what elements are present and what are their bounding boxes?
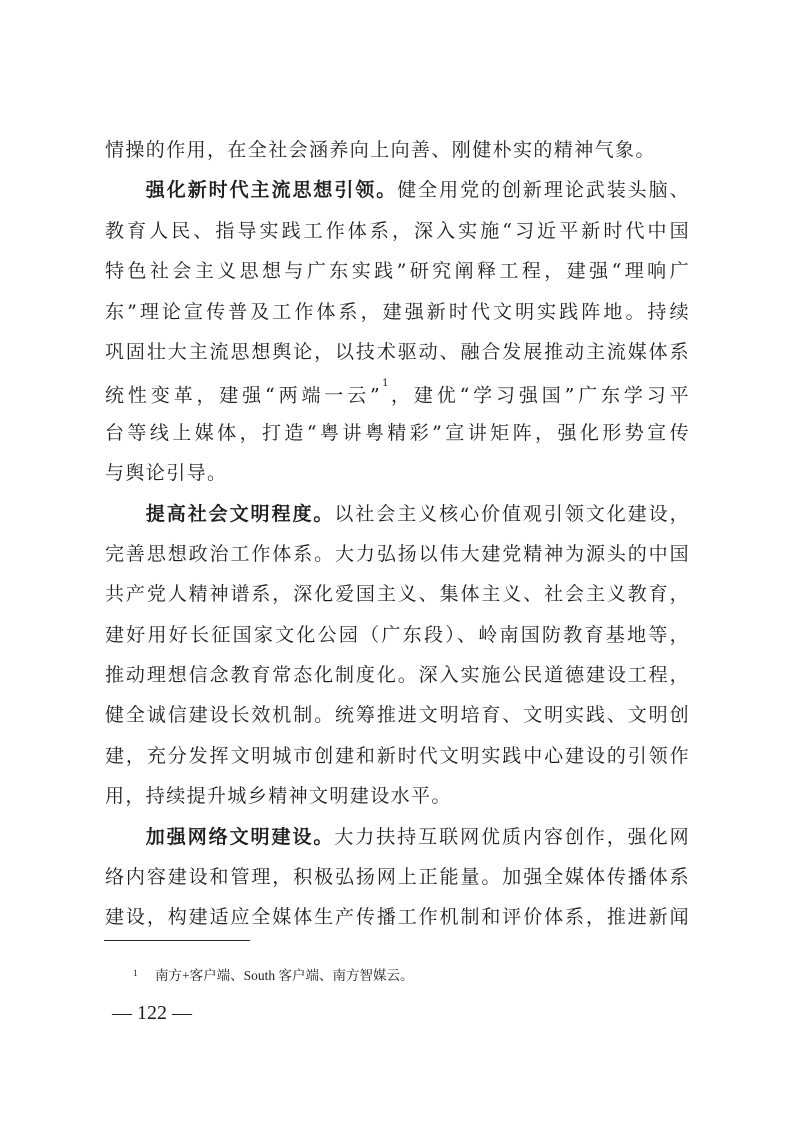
paragraph-heading: 提高社会文明程度。 [145,502,335,525]
text-span: ，建优“学习强国”广东学习平 [388,384,690,407]
text-line: 建设，构建适应全媒体生产传播工作机制和评价体系，推进新闻 [105,906,690,929]
paragraph [105,494,690,817]
page-number: — 122 — [112,1002,192,1024]
body-text [105,130,690,938]
footnote-reference[interactable]: 1 [382,378,389,390]
text-line: 特色社会主义思想与广东实践”研究阐释工程，建强“理响广 [105,260,690,283]
text-line: 推动理想信念教育常态化制度化。深入实施公民道德建设工程， [105,664,690,687]
text-line [105,494,690,534]
text-line: 建，充分发挥文明城市创建和新时代文明实践中心建设的引领作 [105,744,690,767]
text-line: 与舆论引导。 [105,462,228,485]
text-line: 建好用好长征国家文化公园（广东段）、岭南国防教育基地等， [105,623,690,646]
text-line: 健全诚信建设长效机制。统筹推进文明培育、文明实践、文明创 [105,704,690,727]
paragraph [105,170,690,493]
text-line: 完善思想政治工作体系。大力弘扬以伟大建党精神为源头的中国 [105,542,690,565]
text-line: 情操的作用，在全社会涵养向上向善、刚健朴实的精神气象。 [105,139,656,161]
footnote-separator [104,940,250,941]
paragraph [105,130,690,170]
text-line: 络内容建设和管理，积极弘扬网上正能量。加强全媒体传播体系 [105,866,690,889]
text-line: 东”理论宣传普及工作体系，建强新时代文明实践阵地。持续 [105,300,690,323]
text-line: 共产党人精神谱系，深化爱国主义、集体主义、社会主义教育， [105,583,690,606]
text-line: 巩固壮大主流思想舆论，以技术驱动、融合发展推动主流媒体系 [105,340,690,363]
text-line [105,170,690,210]
text-line: 台等线上媒体，打造“粤讲粤精彩”宣讲矩阵，强化形势宣传 [105,421,690,444]
paragraph-heading: 强化新时代主流思想引领。 [145,179,398,202]
text-span: 健全用党的创新理论武装头脑、 [397,179,690,202]
footnote-text: 南方+客户端、South 客户端、南方智媒云。 [155,968,414,983]
text-line [105,817,690,857]
footnote-marker: 1 [133,968,138,978]
paragraph-heading: 加强网络文明建设。 [145,825,335,848]
paragraph [105,817,690,938]
text-span: 大力扶持互联网优质内容创作，强化网 [334,825,690,848]
text-span: 统性变革，建强“两端一云” [105,384,382,407]
text-line: 用，持续提升城乡精神文明建设水平。 [105,785,452,808]
text-span: 以社会主义核心价值观引领文化建设， [334,502,690,525]
footnote [130,966,414,986]
text-line: 教育人民、指导实践工作体系，深入实施“习近平新时代中国 [105,219,690,242]
text-line [105,372,690,412]
